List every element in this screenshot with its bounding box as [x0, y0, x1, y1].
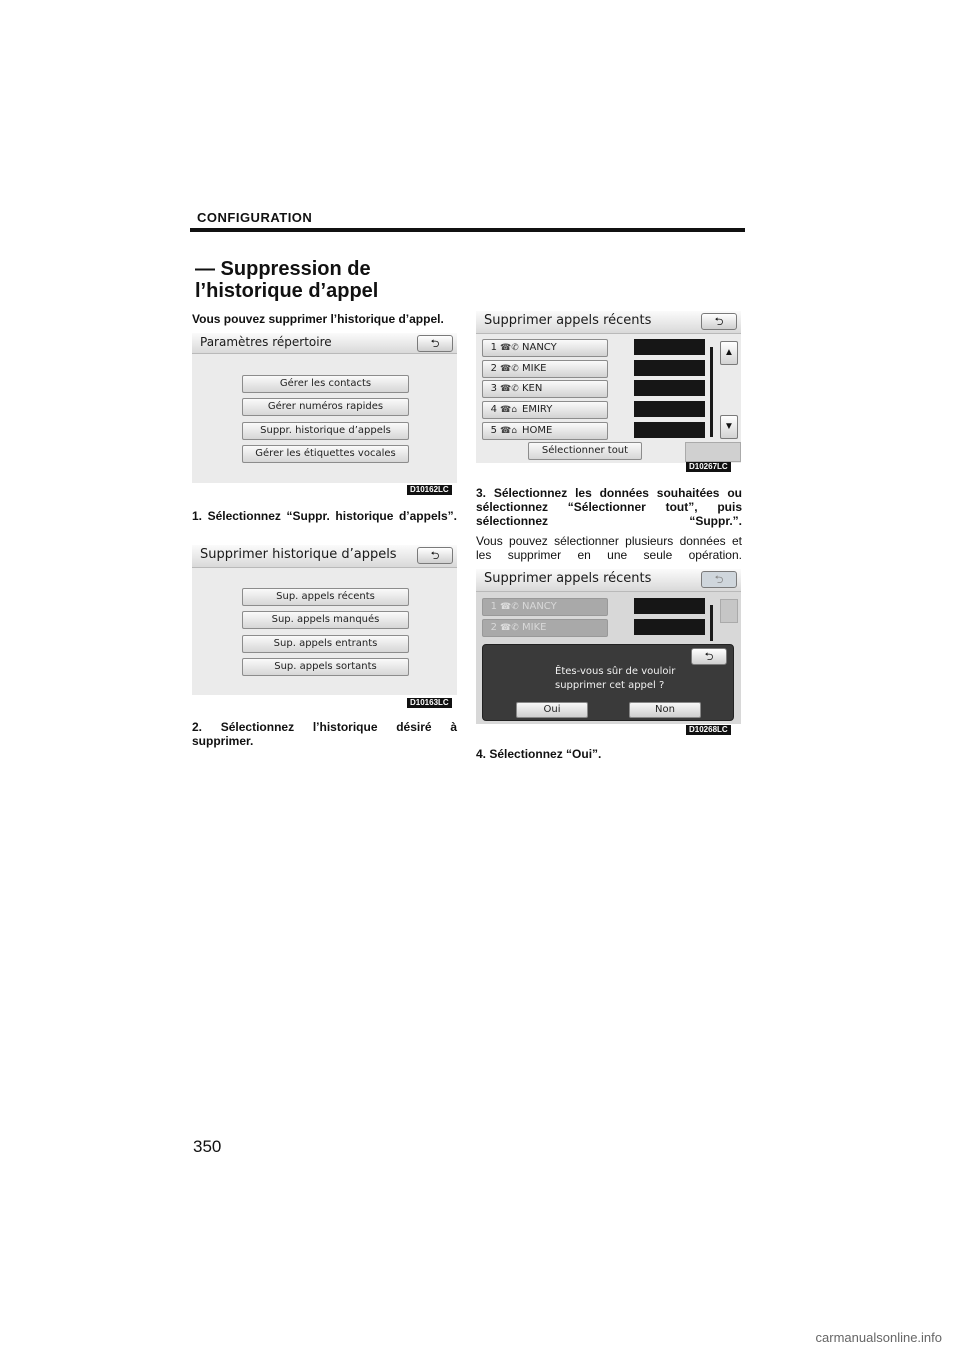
- phone-icon: ☎✆: [500, 384, 519, 394]
- figure-code: D10267LC: [686, 462, 731, 472]
- figure-code: D10163LC: [407, 698, 452, 708]
- phone-icon: ☎✆: [500, 623, 519, 633]
- timestamp-cell: [634, 422, 705, 438]
- page-heading: — Suppression de l’historique d’appel: [195, 258, 379, 302]
- phone-icon: ☎✆: [500, 602, 519, 612]
- page-number: 350: [193, 1137, 222, 1156]
- back-arrow-icon: ⮌: [704, 650, 714, 663]
- back-arrow-icon: ⮌: [714, 573, 724, 586]
- screen-title: Supprimer historique d’appels: [200, 547, 397, 562]
- timestamp-cell: [634, 360, 705, 376]
- back-button[interactable]: [417, 547, 453, 564]
- manage-speed-dials-button[interactable]: Gérer numéros rapides: [242, 398, 409, 416]
- timestamp-cell: [634, 339, 705, 355]
- delete-button-disabled: [685, 442, 741, 462]
- delete-call-history-button[interactable]: Suppr. historique d’appels: [242, 422, 409, 440]
- screen-title-bar: [192, 333, 457, 354]
- manage-voice-tags-button[interactable]: Gérer les étiquettes vocales: [242, 445, 409, 463]
- screen-supprimer-appels-recents: [476, 311, 741, 463]
- timestamp-cell: [634, 598, 705, 614]
- screen-title-bar: [476, 569, 741, 592]
- figure-code: D10162LC: [407, 485, 452, 495]
- no-button[interactable]: Non: [629, 702, 701, 718]
- back-button-disabled: [701, 571, 737, 588]
- back-arrow-icon: ⮌: [714, 315, 724, 328]
- phone-icon: ☎✆: [500, 343, 519, 353]
- screen-title: Supprimer appels récents: [484, 313, 652, 328]
- screen-title: Paramètres répertoire: [200, 335, 332, 349]
- delete-missed-calls-button[interactable]: Sup. appels manqués: [242, 611, 409, 629]
- list-item: 2 ☎✆ MIKE: [482, 619, 608, 637]
- step-1-text: 1. Sélectionnez “Suppr. historique d’appels”.: [192, 509, 457, 523]
- step-2-text: 2. Sélectionnez l’historique désiré à supprimer.: [192, 720, 457, 748]
- dialog-message: Êtes-vous sûr de vouloir supprimer cet appel ?: [555, 666, 676, 691]
- scroll-up-button[interactable]: [720, 341, 738, 365]
- delete-incoming-calls-button[interactable]: Sup. appels entrants: [242, 635, 409, 653]
- delete-recent-calls-button[interactable]: Sup. appels récents: [242, 588, 409, 606]
- list-item[interactable]: 1 ☎✆ NANCY: [482, 339, 608, 357]
- timestamp-cell: [634, 619, 705, 635]
- delete-outgoing-calls-button[interactable]: Sup. appels sortants: [242, 658, 409, 676]
- section-label: CONFIGURATION: [197, 210, 313, 225]
- back-arrow-icon: ⮌: [430, 549, 440, 562]
- yes-button[interactable]: Oui: [516, 702, 588, 718]
- step-3-text: 3. Sélectionnez les données souhaitées ou sélectionnez “Sélectionner tout”, puis sélectionnez “Suppr.”.: [476, 486, 742, 528]
- list-item[interactable]: 2 ☎✆ MIKE: [482, 360, 608, 378]
- scroll-down-button[interactable]: [720, 415, 738, 439]
- back-arrow-icon: ⮌: [430, 337, 440, 350]
- step-3-note: Vous pouvez sélectionner plusieurs données et les supprimer en une seule opération.: [476, 534, 742, 562]
- screen-title: Supprimer appels récents: [484, 571, 652, 586]
- back-button[interactable]: [701, 313, 737, 330]
- select-all-button[interactable]: Sélectionner tout: [528, 442, 642, 460]
- home-phone-icon: ☎⌂: [500, 405, 517, 415]
- step-4-text: 4. Sélectionnez “Oui”.: [476, 747, 602, 761]
- manage-contacts-button[interactable]: Gérer les contacts: [242, 375, 409, 393]
- scrollbar: [710, 605, 713, 641]
- screen-title-bar: [476, 311, 741, 334]
- confirm-dialog: [482, 644, 734, 721]
- list-item[interactable]: 3 ☎✆ KEN: [482, 380, 608, 398]
- dialog-back-button[interactable]: [691, 648, 727, 665]
- arrow-down-icon: ▼: [724, 421, 734, 432]
- section-rule: [190, 228, 745, 232]
- list-item[interactable]: 5 ☎⌂ HOME: [482, 422, 608, 440]
- watermark: carmanualsonline.info: [815, 1330, 942, 1345]
- screen-parametres-repertoire: [192, 333, 457, 483]
- scrollbar[interactable]: [710, 347, 713, 437]
- scroll-up-button-disabled: [720, 599, 738, 623]
- list-item: 1 ☎✆ NANCY: [482, 598, 608, 616]
- figure-code: D10268LC: [686, 725, 731, 735]
- phone-icon: ☎✆: [500, 364, 519, 374]
- arrow-up-icon: ▲: [724, 347, 734, 358]
- back-button[interactable]: [417, 335, 453, 352]
- timestamp-cell: [634, 380, 705, 396]
- screen-title-bar: [192, 545, 457, 568]
- intro-text: Vous pouvez supprimer l’historique d’appel.: [192, 312, 444, 326]
- screen-confirm-delete: [476, 569, 741, 724]
- screen-supprimer-historique: [192, 545, 457, 695]
- list-item[interactable]: 4 ☎⌂ EMIRY: [482, 401, 608, 419]
- home-phone-icon: ☎⌂: [500, 426, 517, 436]
- timestamp-cell: [634, 401, 705, 417]
